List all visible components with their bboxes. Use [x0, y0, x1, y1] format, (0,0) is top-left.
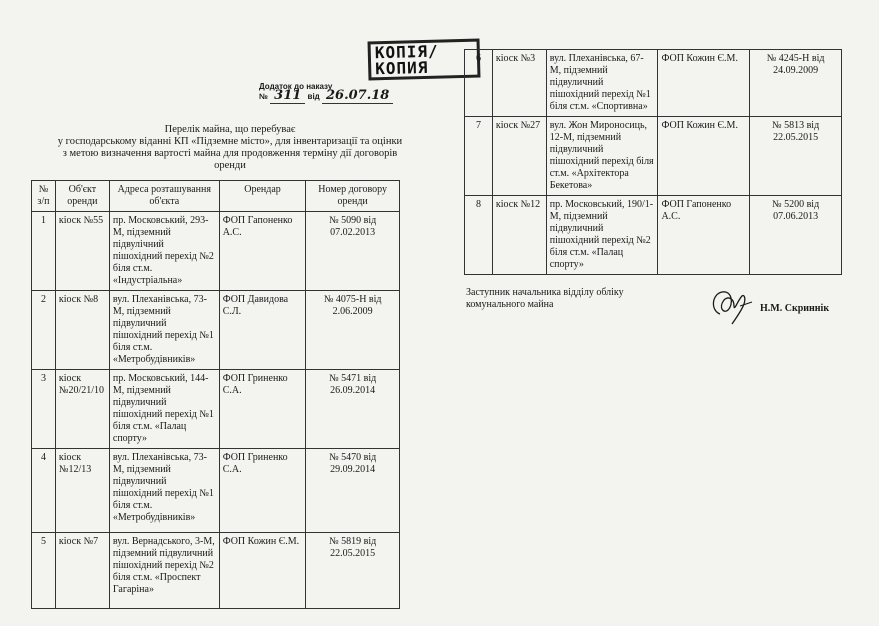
signatory-position: Заступник начальника відділу обліку комунального майна [466, 287, 624, 310]
table-row: 1 кіоск №55 пр. Московський, 293-М, підземний підвулічний пішохідний перехід №2 біля ст.м. «Індустріальна» ФОП Гапоненко А.С. № 5090 від 07.02.2013 [32, 212, 400, 291]
property-table-right [464, 49, 842, 275]
header-object: Об'єкт оренди [55, 181, 109, 212]
header-contract: Номер договору оренди [306, 181, 400, 212]
document-title: Перелік майна, що перебуває у господарському віданні КП «Підземне місто», для інвентаризації та оцінки з метою визначення вартості майна для продовження терміну дії договорів оренди [57, 124, 403, 171]
header-number: № з/п [32, 181, 56, 212]
table-header-row [32, 181, 400, 212]
table-row: 7 кіоск №27 вул. Жон Мироносиць, 12-М, підземний підвуличний пішохідний перехід біля ст.м. «Архітектора Бекетова» ФОП Кожин Є.М. № 5813 від 22.05.2015 [465, 117, 842, 196]
copy-stamp: КОПІЯ/ КОПИЯ [368, 39, 481, 81]
table-row: 4 кіоск №12/13 вул. Плеханівська, 73-М, підземний підвуличний пішохідний перехід №1 біля ст.м. «Метробудівників» ФОП Гриненко С.А. № 5470 від 29.09.2014 [32, 449, 400, 533]
order-number: 311 [270, 88, 305, 104]
header-tenant: Орендар [219, 181, 306, 212]
signatory-name: Н.М. Скриннік [760, 303, 830, 314]
header-address: Адреса розташування об'єкта [109, 181, 219, 212]
order-reference: Додаток до наказу № 311 від 26.07.18 [259, 82, 393, 101]
property-table-left [31, 180, 400, 609]
table-row: 3 кіоск №20/21/10 пр. Московський, 144-М, підземний підвуличний пішохідний перехід №1 біля ст.м. «Палац спорту» ФОП Гриненко С.А. № 5471 від 26.09.2014 [32, 370, 400, 449]
table-row: 2 кіоск №8 вул. Плеханівська, 73-М, підземний підвуличний пішохідний перехід №1 біля ст.м. «Метробудівників» ФОП Давидова С.Л. № 4075-Н від 2.06.2009 [32, 291, 400, 370]
signature-icon [706, 286, 756, 326]
table-row: 5 кіоск №7 вул. Вернадського, 3-М, підземний підвуличний пішохідний перехід №2 біля ст.м. «Проспект Гагаріна» ФОП Кожин Є.М. № 5819 від 22.05.2015 [32, 533, 400, 609]
order-date: 26.07.18 [322, 88, 393, 104]
table-row: 6 кіоск №3 вул. Плеханівська, 67-М, підземний підвуличний пішохідний перехід №1 біля ст.м. «Спортивна» ФОП Кожин Є.М. № 4245-Н від 24.09.2009 [465, 50, 842, 117]
table-row: 8 кіоск №12 пр. Московський, 190/1-М, підземний підвуличний пішохідний перехід №2 біля ст.м. «Палац спорту» ФОП Гапоненко А.С. № 5200 від 07.06.2013 [465, 196, 842, 275]
